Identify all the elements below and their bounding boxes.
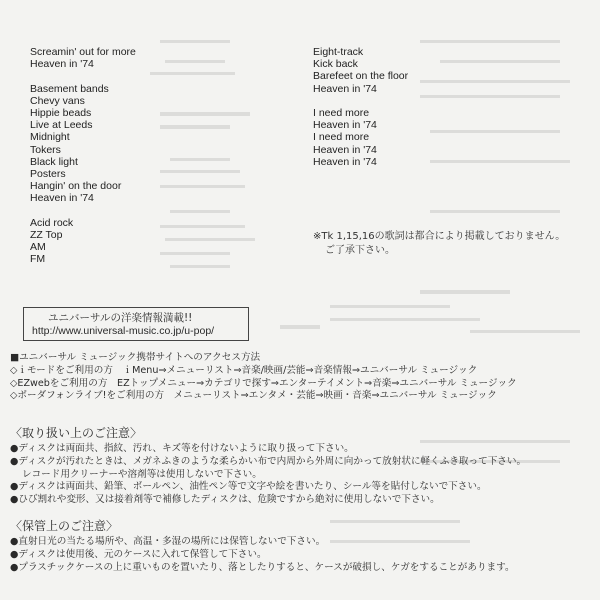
handling-item: レコード用クリーナーや溶剤等は使用しないで下さい。 (22, 468, 262, 480)
storage-heading: 〈保管上のご注意〉 (10, 519, 119, 533)
mobile-access-section (10, 352, 595, 403)
lyric-line: Screamin' out for more (30, 46, 136, 58)
lyric-line: I need more (313, 131, 370, 144)
lyric-line: Basement bands (30, 82, 109, 95)
lyric-line: Heaven in '74 (30, 192, 94, 205)
stanza-break (30, 205, 136, 217)
stanza-break (313, 95, 408, 107)
ad-headline: ユニバーサルの洋楽情報満載!! (48, 312, 193, 324)
lyric-line: Acid rock (30, 216, 74, 229)
access-title: ■ユニバーサル ミュージック携帯サイトへのアクセス方法 (10, 352, 261, 363)
storage-item: ●直射日光の当たる場所や、高温・多湿の場所には保管しないで下さい。 (10, 536, 326, 547)
handling-item: ●ディスクは両面共、指紋、汚れ、キズ等を付けないように取り扱って下さい。 (10, 443, 354, 454)
lyric-line: Eight-track (313, 46, 364, 58)
lyric-line: Kick back (313, 58, 358, 71)
lyric-line: I need more (313, 107, 370, 119)
note-line-2: ご了承下さい。 (325, 245, 395, 256)
lyric-line: Hangin' on the door (30, 180, 122, 193)
storage-item: ●プラスチックケースの上に重いものを置いたり、落としたりすると、ケースが破損し、ケガをすることがあります。 (10, 561, 515, 573)
lyric-line: Heaven in '74 (313, 155, 377, 168)
note-line-1: ※Tk 1,15,16の歌詞は都合により掲載しておりません。 (313, 231, 566, 242)
lyric-line: Live at Leeds (30, 119, 93, 132)
lyric-line: Tokers (30, 143, 61, 156)
handling-item: ●ディスクは両面共、鉛筆、ボールペン、油性ペン等で文字や絵を書いたり、シール等を貼付しないで下さい。 (10, 481, 487, 493)
handling-heading: 〈取り扱い上のご注意〉 (10, 426, 143, 440)
lyrics-omission-note (313, 230, 565, 258)
lyric-line: Heaven in '74 (30, 58, 94, 71)
lyric-line: FM (30, 253, 46, 266)
handling-item: ●ディスクが汚れたときは、メガネふきのような柔らかい布で内周から外周に向かって放射状に軽くふき取って下さい。 (10, 455, 527, 467)
lyric-line: Midnight (30, 131, 70, 144)
lyric-line: Heaven in '74 (313, 119, 377, 132)
lyric-line: AM (30, 241, 46, 254)
lyric-line: Black light (30, 155, 78, 168)
storage-item: ●ディスクは使用後、元のケースに入れて保管して下さい。 (10, 548, 267, 560)
access-line: ◇ｉモードをご利用の方 ｉMenu⇒メニューリスト⇒音楽/映画/芸能⇒音楽情報⇒ユニバーサル ミュージック (10, 364, 478, 376)
lyric-line: Barefeet on the floor (313, 70, 409, 83)
lyric-line: ZZ Top (30, 229, 63, 242)
storage-precautions (10, 518, 595, 574)
lyric-line: Posters (30, 168, 66, 181)
lyric-line: Heaven in '74 (313, 143, 377, 156)
lyrics-column-2 (313, 46, 408, 168)
lyric-line: Chevy vans (30, 94, 85, 107)
lyric-line: Hippie beads (30, 107, 92, 119)
website-url[interactable]: http://www.universal-music.co.jp/u-pop/ (32, 325, 215, 337)
lyrics-column-1 (30, 46, 136, 266)
access-line: ◇ボーダフォンライブ!をご利用の方 メニューリスト⇒エンタメ・芸能⇒映画・音楽⇒ユニバーサル ミュージック (10, 390, 497, 402)
stanza-break (30, 70, 136, 82)
handling-item: ●ひび割れや変形、又は接着剤等で補修したディスクは、危険ですから絶対に使用しないで下さい。 (10, 494, 440, 506)
website-ad-box (23, 307, 249, 341)
access-line: ◇EZwebをご利用の方 EZトップメニュー⇒カテゴリで探す⇒エンターテイメント⇒音楽⇒ユニバーサル ミュージック (10, 377, 517, 389)
handling-precautions (10, 425, 595, 507)
lyric-line: Heaven in '74 (313, 82, 377, 95)
